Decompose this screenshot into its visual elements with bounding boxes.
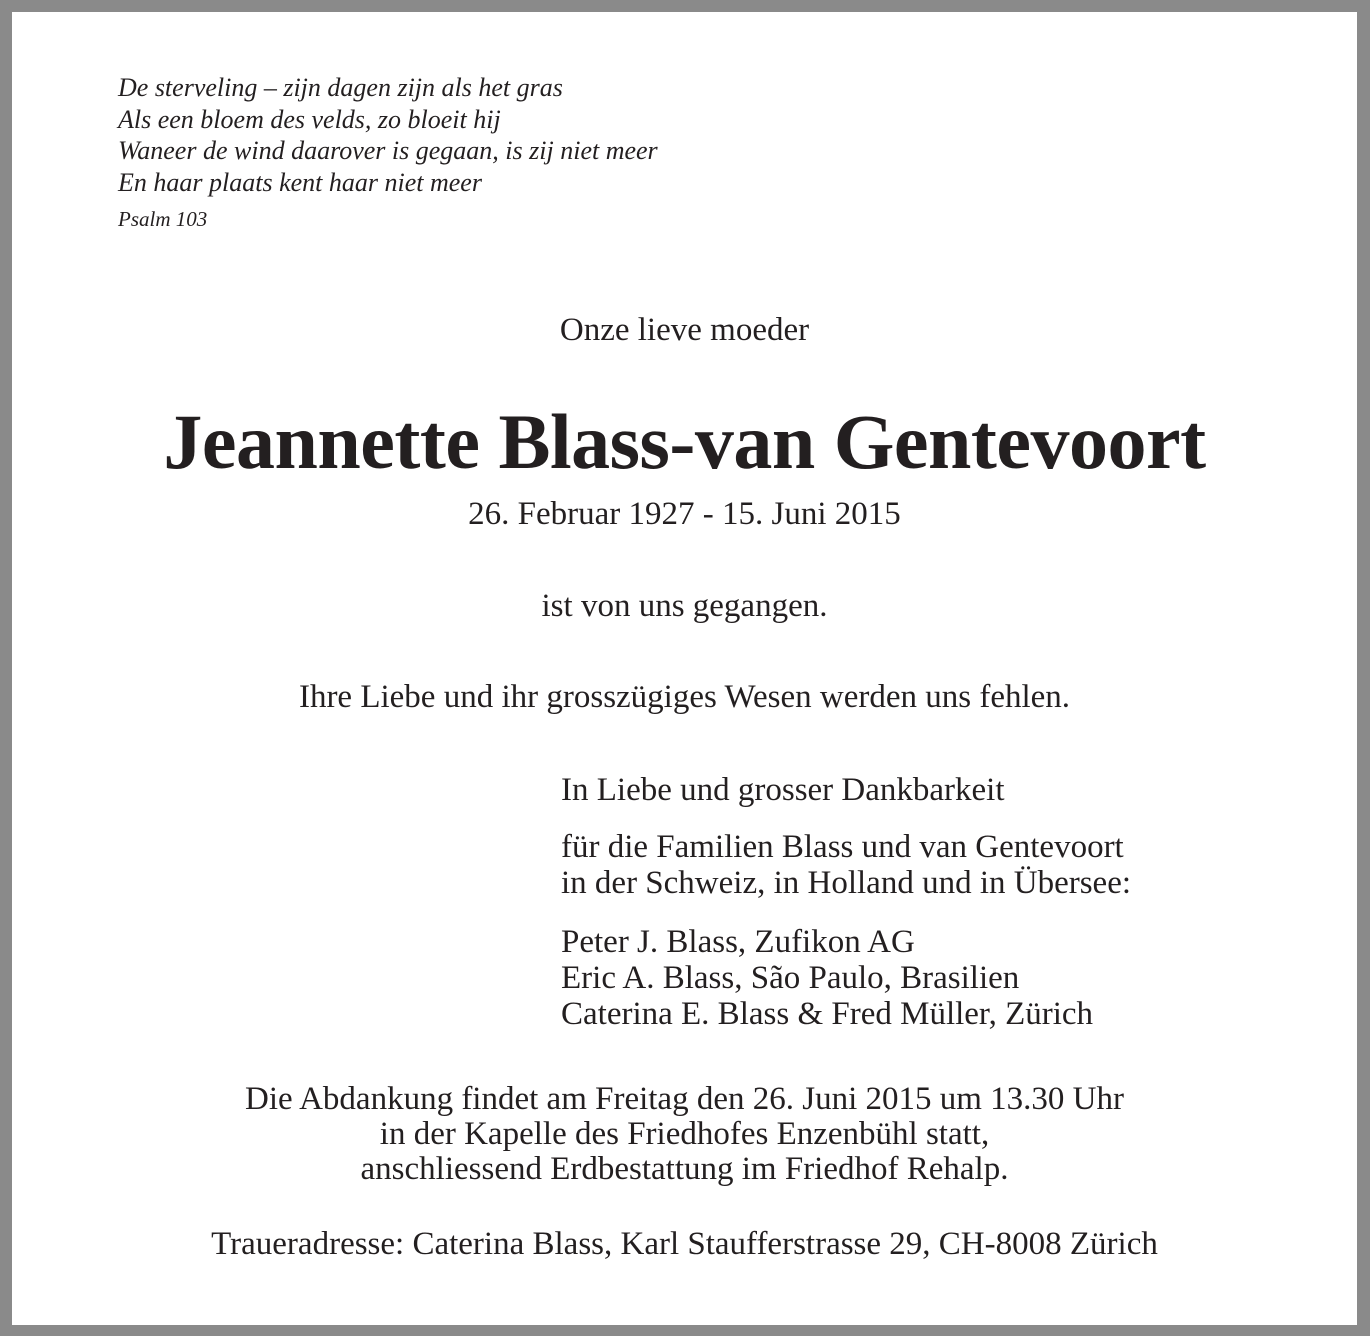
deceased-name: Jeannette Blass-van Gentevoort (163, 398, 1206, 485)
psalm-verse (118, 72, 658, 234)
verse-line: Als een bloem des velds, zo bloeit hij (118, 104, 501, 134)
member-line: Caterina E. Blass & Fred Müller, Zürich (561, 996, 1094, 1032)
passing-text: ist von uns gegangen. (541, 588, 828, 624)
members-list (561, 924, 1131, 1032)
verse-line: En haar plaats kent haar niet meer (118, 167, 482, 197)
intro-text: Onze lieve moeder (559, 312, 810, 348)
mourning-address: Traueradresse: Caterina Blass, Karl Staufferstrasse 29, CH-8008 Zürich (211, 1226, 1158, 1262)
family-block (561, 772, 1131, 1032)
ceremony-line: anschliessend Erdbestattung im Friedhof Rehalp. (360, 1151, 1009, 1187)
verse-source: Psalm 103 (118, 207, 208, 231)
remembrance-text: Ihre Liebe und ihr grosszügiges Wesen werden uns fehlen. (298, 679, 1071, 715)
verse-line: Waneer de wind daarover is gegaan, is zij niet meer (118, 136, 658, 165)
families-line: in der Schweiz, in Holland und in Übersee: (561, 865, 1132, 901)
life-dates: 26. Februar 1927 - 15. Juni 2015 (468, 496, 901, 532)
ceremony-info (12, 1082, 1357, 1187)
verse-line: De sterveling – zijn dagen zijn als het gras (118, 73, 563, 102)
families-block (561, 829, 1131, 901)
ceremony-line: Die Abdankung findet am Freitag den 26. Juni 2015 um 13.30 Uhr (245, 1081, 1124, 1117)
ceremony-line: in der Kapelle des Friedhofes Enzenbühl statt, (379, 1116, 990, 1152)
member-line: Peter J. Blass, Zufikon AG (561, 924, 915, 960)
families-line: für die Familien Blass und van Gentevoort (561, 829, 1124, 865)
gratitude-line: In Liebe und grosser Dankbarkeit (561, 772, 1005, 808)
obituary-page (12, 12, 1357, 1325)
member-line: Eric A. Blass, São Paulo, Brasilien (561, 960, 1020, 996)
